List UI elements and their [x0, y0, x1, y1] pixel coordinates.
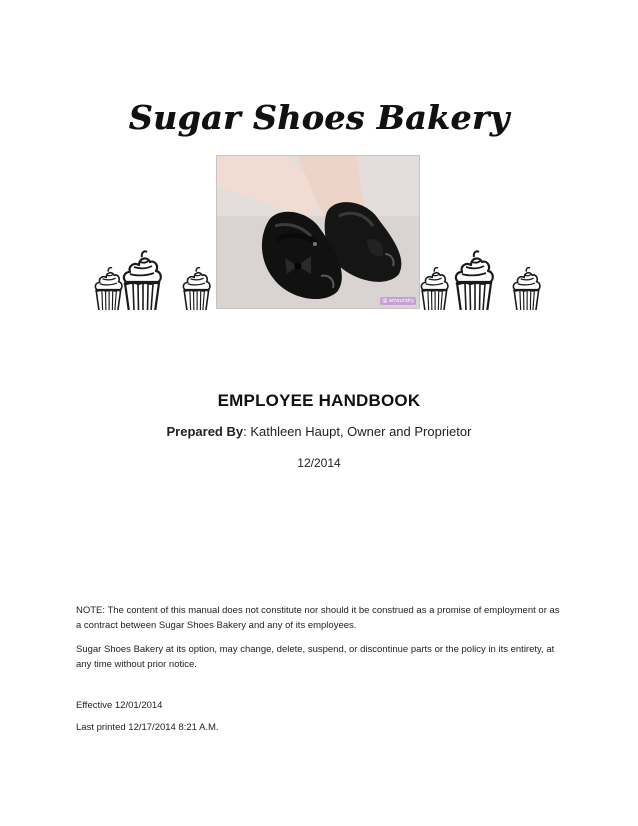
handbook-title: EMPLOYEE HANDBOOK [217, 391, 421, 410]
prepared-by-line [0, 424, 638, 439]
cupcake-icon [456, 251, 493, 310]
policy-change-notice: Sugar Shoes Bakery at its option, may change, delete, suspend, or discontinue parts or the policy in its entirety, at any time without prior notice. [76, 644, 555, 670]
cupcake-group-left [92, 234, 214, 310]
cupcake-icon [95, 268, 122, 310]
handbook-date: 12/2014 [297, 456, 341, 470]
bakery-brand-title: Sugar Shoes Bakery [128, 98, 510, 137]
black-mary-jane-shoes-image [216, 155, 420, 309]
cupcake-icon [183, 268, 210, 310]
photo-watermark: @ amsundry [382, 298, 414, 304]
prepared-by-label: Prepared By [166, 424, 244, 439]
cupcake-icon [421, 268, 448, 310]
cupcake-icon [124, 251, 161, 310]
prepared-by-value: : Kathleen Haupt, Owner and Proprietor [243, 424, 472, 439]
last-printed-timestamp: Last printed 12/17/2014 8:21 A.M. [76, 722, 219, 733]
cupcake-group-right [418, 234, 546, 310]
employment-disclaimer-note: NOTE: The content of this manual does not constitute nor should it be construed as a promise of employment or as a contract between Sugar Shoes Bakery and any of its employees. [76, 605, 560, 631]
cupcake-icon [513, 268, 540, 310]
effective-date: Effective 12/01/2014 [76, 700, 163, 711]
